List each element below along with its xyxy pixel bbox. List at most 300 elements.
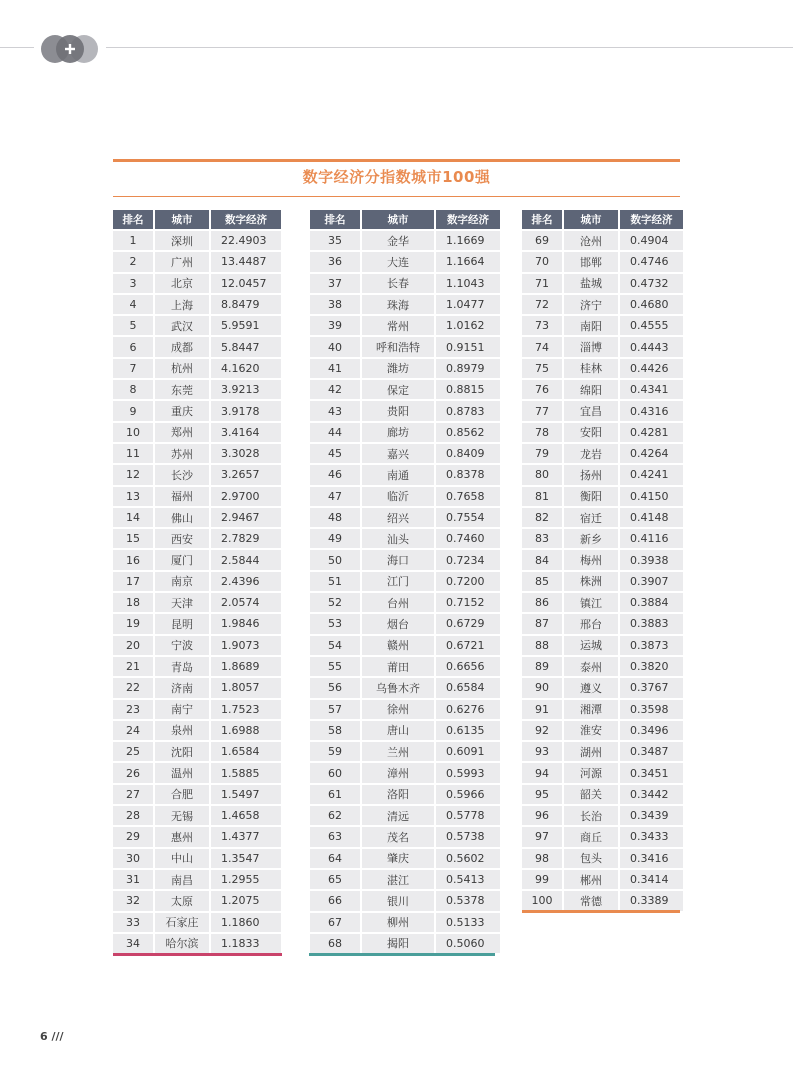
score-cell: 5.9591 — [211, 316, 281, 335]
table-row — [310, 359, 500, 378]
city-cell: 重庆 — [155, 401, 209, 420]
rank-cell: 76 — [522, 380, 562, 399]
score-cell: 0.4241 — [620, 465, 683, 484]
score-cell: 1.9073 — [211, 636, 281, 655]
city-cell: 泉州 — [155, 721, 209, 740]
table-row — [522, 444, 683, 463]
score-cell: 2.4396 — [211, 572, 281, 591]
rank-cell: 2 — [113, 252, 153, 271]
score-cell: 0.5133 — [436, 913, 500, 932]
rank-cell: 20 — [113, 636, 153, 655]
rank-cell: 96 — [522, 806, 562, 825]
city-cell: 梅州 — [564, 550, 618, 569]
table-row — [522, 636, 683, 655]
score-cell: 0.4116 — [620, 529, 683, 548]
score-cell: 13.4487 — [211, 252, 281, 271]
city-cell: 河源 — [564, 763, 618, 782]
score-cell: 0.8378 — [436, 465, 500, 484]
score-cell: 0.3439 — [620, 806, 683, 825]
score-cell: 0.7460 — [436, 529, 500, 548]
table-row — [310, 380, 500, 399]
column-header-score: 数字经济 — [211, 210, 281, 229]
rank-cell: 97 — [522, 827, 562, 846]
table-row — [113, 763, 281, 782]
ranking-table-3 — [520, 208, 685, 913]
rank-cell: 32 — [113, 891, 153, 910]
table-row — [310, 721, 500, 740]
city-cell: 郑州 — [155, 423, 209, 442]
score-cell: 0.4264 — [620, 444, 683, 463]
ranking-table-2 — [308, 208, 502, 955]
city-cell: 长沙 — [155, 465, 209, 484]
rank-cell: 5 — [113, 316, 153, 335]
score-cell: 0.7234 — [436, 550, 500, 569]
rank-cell: 69 — [522, 231, 562, 250]
score-cell: 0.6729 — [436, 614, 500, 633]
score-cell: 0.7200 — [436, 572, 500, 591]
table-row — [113, 572, 281, 591]
table-row — [522, 657, 683, 676]
header-rule-right — [106, 47, 793, 48]
city-cell: 苏州 — [155, 444, 209, 463]
city-cell: 南通 — [362, 465, 434, 484]
score-cell: 0.3598 — [620, 700, 683, 719]
rank-cell: 27 — [113, 785, 153, 804]
rank-cell: 59 — [310, 742, 360, 761]
page-number: 6 /// — [40, 1030, 64, 1043]
rank-cell: 47 — [310, 487, 360, 506]
table-row — [113, 401, 281, 420]
city-cell: 沈阳 — [155, 742, 209, 761]
table-row — [522, 870, 683, 889]
table-row — [113, 550, 281, 569]
rank-cell: 49 — [310, 529, 360, 548]
score-cell: 0.4426 — [620, 359, 683, 378]
city-cell: 泰州 — [564, 657, 618, 676]
table-row — [522, 529, 683, 548]
score-cell: 1.8689 — [211, 657, 281, 676]
score-cell: 0.3767 — [620, 678, 683, 697]
table-row — [113, 636, 281, 655]
table-row — [113, 508, 281, 527]
table-row — [113, 274, 281, 293]
rank-cell: 33 — [113, 913, 153, 932]
city-cell: 绍兴 — [362, 508, 434, 527]
city-cell: 无锡 — [155, 806, 209, 825]
rank-cell: 11 — [113, 444, 153, 463]
city-cell: 遵义 — [564, 678, 618, 697]
city-cell: 福州 — [155, 487, 209, 506]
rank-cell: 31 — [113, 870, 153, 889]
table-row — [113, 423, 281, 442]
score-cell: 0.6584 — [436, 678, 500, 697]
table-row — [522, 274, 683, 293]
rank-cell: 82 — [522, 508, 562, 527]
table-row — [310, 849, 500, 868]
table-row — [113, 934, 281, 953]
table-row — [522, 423, 683, 442]
score-cell: 0.5778 — [436, 806, 500, 825]
city-cell: 漳州 — [362, 763, 434, 782]
city-cell: 深圳 — [155, 231, 209, 250]
rank-cell: 1 — [113, 231, 153, 250]
rank-cell: 7 — [113, 359, 153, 378]
table-3-bottom-bar — [522, 910, 680, 913]
city-cell: 株洲 — [564, 572, 618, 591]
page-title: 数字经济分指数城市100强 — [302, 168, 491, 186]
table-row — [522, 508, 683, 527]
rank-cell: 26 — [113, 763, 153, 782]
score-cell: 1.1664 — [436, 252, 500, 271]
rank-cell: 72 — [522, 295, 562, 314]
table-row — [522, 231, 683, 250]
score-cell: 0.3907 — [620, 572, 683, 591]
city-cell: 临沂 — [362, 487, 434, 506]
city-cell: 徐州 — [362, 700, 434, 719]
rank-cell: 78 — [522, 423, 562, 442]
rank-cell: 90 — [522, 678, 562, 697]
score-cell: 1.6988 — [211, 721, 281, 740]
score-cell: 3.9178 — [211, 401, 281, 420]
table-row — [310, 252, 500, 271]
city-cell: 衡阳 — [564, 487, 618, 506]
rank-cell: 84 — [522, 550, 562, 569]
score-cell: 2.7829 — [211, 529, 281, 548]
column-header-rank: 排名 — [310, 210, 360, 229]
table-row — [310, 295, 500, 314]
city-cell: 广州 — [155, 252, 209, 271]
score-cell: 0.3873 — [620, 636, 683, 655]
table-row — [113, 359, 281, 378]
rank-cell: 77 — [522, 401, 562, 420]
score-cell: 3.3028 — [211, 444, 281, 463]
rank-cell: 30 — [113, 849, 153, 868]
rank-cell: 6 — [113, 337, 153, 356]
table-row — [310, 785, 500, 804]
rank-cell: 15 — [113, 529, 153, 548]
city-cell: 武汉 — [155, 316, 209, 335]
table-row — [113, 316, 281, 335]
table-row — [310, 274, 500, 293]
table-row — [522, 827, 683, 846]
score-cell: 1.0162 — [436, 316, 500, 335]
city-cell: 邯郸 — [564, 252, 618, 271]
score-cell: 0.5966 — [436, 785, 500, 804]
score-cell: 1.5885 — [211, 763, 281, 782]
rank-cell: 88 — [522, 636, 562, 655]
plus-circles-logo-icon — [40, 34, 100, 64]
score-cell: 0.5993 — [436, 763, 500, 782]
score-cell: 0.3389 — [620, 891, 683, 910]
score-cell: 1.8057 — [211, 678, 281, 697]
score-cell: 0.4680 — [620, 295, 683, 314]
city-cell: 湘潭 — [564, 700, 618, 719]
city-cell: 中山 — [155, 849, 209, 868]
city-cell: 洛阳 — [362, 785, 434, 804]
table-row — [522, 785, 683, 804]
city-cell: 济宁 — [564, 295, 618, 314]
city-cell: 莆田 — [362, 657, 434, 676]
score-cell: 1.0477 — [436, 295, 500, 314]
city-cell: 温州 — [155, 763, 209, 782]
table-row — [522, 337, 683, 356]
column-header-score: 数字经济 — [436, 210, 500, 229]
table-row — [310, 657, 500, 676]
table-row — [310, 742, 500, 761]
score-cell: 0.7658 — [436, 487, 500, 506]
table-row — [113, 891, 281, 910]
table-row — [310, 529, 500, 548]
score-cell: 1.5497 — [211, 785, 281, 804]
table-row — [113, 678, 281, 697]
table-row — [113, 444, 281, 463]
rank-cell: 87 — [522, 614, 562, 633]
rank-cell: 24 — [113, 721, 153, 740]
city-cell: 成都 — [155, 337, 209, 356]
score-cell: 0.6721 — [436, 636, 500, 655]
score-cell: 0.8562 — [436, 423, 500, 442]
table-row — [113, 295, 281, 314]
city-cell: 青岛 — [155, 657, 209, 676]
table-row — [310, 827, 500, 846]
table-row — [113, 827, 281, 846]
score-cell: 0.7152 — [436, 593, 500, 612]
rank-cell: 60 — [310, 763, 360, 782]
score-cell: 0.4150 — [620, 487, 683, 506]
city-cell: 杭州 — [155, 359, 209, 378]
table-row — [522, 465, 683, 484]
score-cell: 1.4377 — [211, 827, 281, 846]
table-row — [310, 465, 500, 484]
city-cell: 揭阳 — [362, 934, 434, 953]
score-cell: 0.4555 — [620, 316, 683, 335]
rank-cell: 100 — [522, 891, 562, 910]
rank-cell: 54 — [310, 636, 360, 655]
city-cell: 长春 — [362, 274, 434, 293]
table-row — [113, 252, 281, 271]
rank-cell: 91 — [522, 700, 562, 719]
rank-cell: 99 — [522, 870, 562, 889]
city-cell: 海口 — [362, 550, 434, 569]
table-row — [522, 252, 683, 271]
city-cell: 龙岩 — [564, 444, 618, 463]
score-cell: 1.9846 — [211, 614, 281, 633]
rank-cell: 43 — [310, 401, 360, 420]
rank-cell: 38 — [310, 295, 360, 314]
table-row — [522, 763, 683, 782]
city-cell: 宜昌 — [564, 401, 618, 420]
city-cell: 韶关 — [564, 785, 618, 804]
table-row — [310, 593, 500, 612]
score-cell: 0.4281 — [620, 423, 683, 442]
city-cell: 西安 — [155, 529, 209, 548]
rank-cell: 58 — [310, 721, 360, 740]
rank-cell: 16 — [113, 550, 153, 569]
score-cell: 0.3414 — [620, 870, 683, 889]
table-row — [310, 508, 500, 527]
score-cell: 0.6135 — [436, 721, 500, 740]
score-cell: 1.1833 — [211, 934, 281, 953]
table-row — [522, 572, 683, 591]
city-cell: 潍坊 — [362, 359, 434, 378]
table-row — [310, 444, 500, 463]
score-cell: 0.4341 — [620, 380, 683, 399]
table-row — [310, 614, 500, 633]
score-cell: 0.5738 — [436, 827, 500, 846]
table-row — [310, 870, 500, 889]
table-row — [113, 593, 281, 612]
city-cell: 常德 — [564, 891, 618, 910]
city-cell: 保定 — [362, 380, 434, 399]
table-row — [113, 721, 281, 740]
city-cell: 哈尔滨 — [155, 934, 209, 953]
city-cell: 长治 — [564, 806, 618, 825]
rank-cell: 75 — [522, 359, 562, 378]
city-cell: 石家庄 — [155, 913, 209, 932]
score-cell: 0.4443 — [620, 337, 683, 356]
rank-cell: 25 — [113, 742, 153, 761]
table-row — [310, 316, 500, 335]
rank-cell: 29 — [113, 827, 153, 846]
city-cell: 柳州 — [362, 913, 434, 932]
city-cell: 珠海 — [362, 295, 434, 314]
score-cell: 1.1669 — [436, 231, 500, 250]
rank-cell: 17 — [113, 572, 153, 591]
rank-cell: 65 — [310, 870, 360, 889]
rank-cell: 85 — [522, 572, 562, 591]
score-cell: 1.1043 — [436, 274, 500, 293]
rank-cell: 55 — [310, 657, 360, 676]
city-cell: 绵阳 — [564, 380, 618, 399]
rank-cell: 98 — [522, 849, 562, 868]
rank-cell: 95 — [522, 785, 562, 804]
score-cell: 0.6276 — [436, 700, 500, 719]
city-cell: 北京 — [155, 274, 209, 293]
rank-cell: 80 — [522, 465, 562, 484]
score-cell: 0.3433 — [620, 827, 683, 846]
score-cell: 0.9151 — [436, 337, 500, 356]
city-cell: 新乡 — [564, 529, 618, 548]
city-cell: 淮安 — [564, 721, 618, 740]
score-cell: 0.3884 — [620, 593, 683, 612]
city-cell: 合肥 — [155, 785, 209, 804]
rank-cell: 73 — [522, 316, 562, 335]
table-row — [522, 316, 683, 335]
rank-cell: 62 — [310, 806, 360, 825]
rank-cell: 10 — [113, 423, 153, 442]
table-row — [310, 401, 500, 420]
city-cell: 呼和浩特 — [362, 337, 434, 356]
score-cell: 0.4732 — [620, 274, 683, 293]
rank-cell: 63 — [310, 827, 360, 846]
rank-cell: 68 — [310, 934, 360, 953]
score-cell: 0.4904 — [620, 231, 683, 250]
table-row — [522, 593, 683, 612]
rank-cell: 13 — [113, 487, 153, 506]
table-row — [113, 380, 281, 399]
table-row — [113, 849, 281, 868]
rank-cell: 28 — [113, 806, 153, 825]
city-cell: 包头 — [564, 849, 618, 868]
score-cell: 1.6584 — [211, 742, 281, 761]
score-cell: 1.1860 — [211, 913, 281, 932]
rank-cell: 14 — [113, 508, 153, 527]
table-2-bottom-bar — [309, 953, 495, 956]
city-cell: 扬州 — [564, 465, 618, 484]
score-cell: 3.2657 — [211, 465, 281, 484]
city-cell: 镇江 — [564, 593, 618, 612]
rank-cell: 92 — [522, 721, 562, 740]
table-row — [113, 231, 281, 250]
city-cell: 宁波 — [155, 636, 209, 655]
rank-cell: 41 — [310, 359, 360, 378]
score-cell: 3.4164 — [211, 423, 281, 442]
score-cell: 2.9700 — [211, 487, 281, 506]
city-cell: 昆明 — [155, 614, 209, 633]
rank-cell: 35 — [310, 231, 360, 250]
score-cell: 0.5602 — [436, 849, 500, 868]
score-cell: 0.3451 — [620, 763, 683, 782]
table-row — [522, 806, 683, 825]
city-cell: 兰州 — [362, 742, 434, 761]
score-cell: 1.7523 — [211, 700, 281, 719]
column-header-city: 城市 — [155, 210, 209, 229]
score-cell: 0.8409 — [436, 444, 500, 463]
table-row — [310, 572, 500, 591]
rank-cell: 71 — [522, 274, 562, 293]
rank-cell: 12 — [113, 465, 153, 484]
score-cell: 3.9213 — [211, 380, 281, 399]
score-cell: 0.8979 — [436, 359, 500, 378]
table-row — [113, 700, 281, 719]
city-cell: 台州 — [362, 593, 434, 612]
table-row — [310, 231, 500, 250]
column-header-rank: 排名 — [522, 210, 562, 229]
rank-cell: 53 — [310, 614, 360, 633]
score-cell: 0.4746 — [620, 252, 683, 271]
column-header-rank: 排名 — [113, 210, 153, 229]
city-cell: 江门 — [362, 572, 434, 591]
city-cell: 济南 — [155, 678, 209, 697]
rank-cell: 57 — [310, 700, 360, 719]
table-row — [113, 337, 281, 356]
table-row — [522, 401, 683, 420]
rank-cell: 23 — [113, 700, 153, 719]
rank-cell: 93 — [522, 742, 562, 761]
table-row — [113, 913, 281, 932]
rank-cell: 3 — [113, 274, 153, 293]
city-cell: 银川 — [362, 891, 434, 910]
score-cell: 0.8783 — [436, 401, 500, 420]
rank-cell: 52 — [310, 593, 360, 612]
rank-cell: 22 — [113, 678, 153, 697]
rank-cell: 37 — [310, 274, 360, 293]
city-cell: 商丘 — [564, 827, 618, 846]
rank-cell: 66 — [310, 891, 360, 910]
city-cell: 烟台 — [362, 614, 434, 633]
table-row — [113, 657, 281, 676]
city-cell: 金华 — [362, 231, 434, 250]
city-cell: 贵阳 — [362, 401, 434, 420]
city-cell: 南阳 — [564, 316, 618, 335]
score-cell: 0.3442 — [620, 785, 683, 804]
table-row — [310, 700, 500, 719]
rank-cell: 81 — [522, 487, 562, 506]
rank-cell: 70 — [522, 252, 562, 271]
table-row — [522, 550, 683, 569]
table-row — [113, 487, 281, 506]
table-row — [522, 359, 683, 378]
